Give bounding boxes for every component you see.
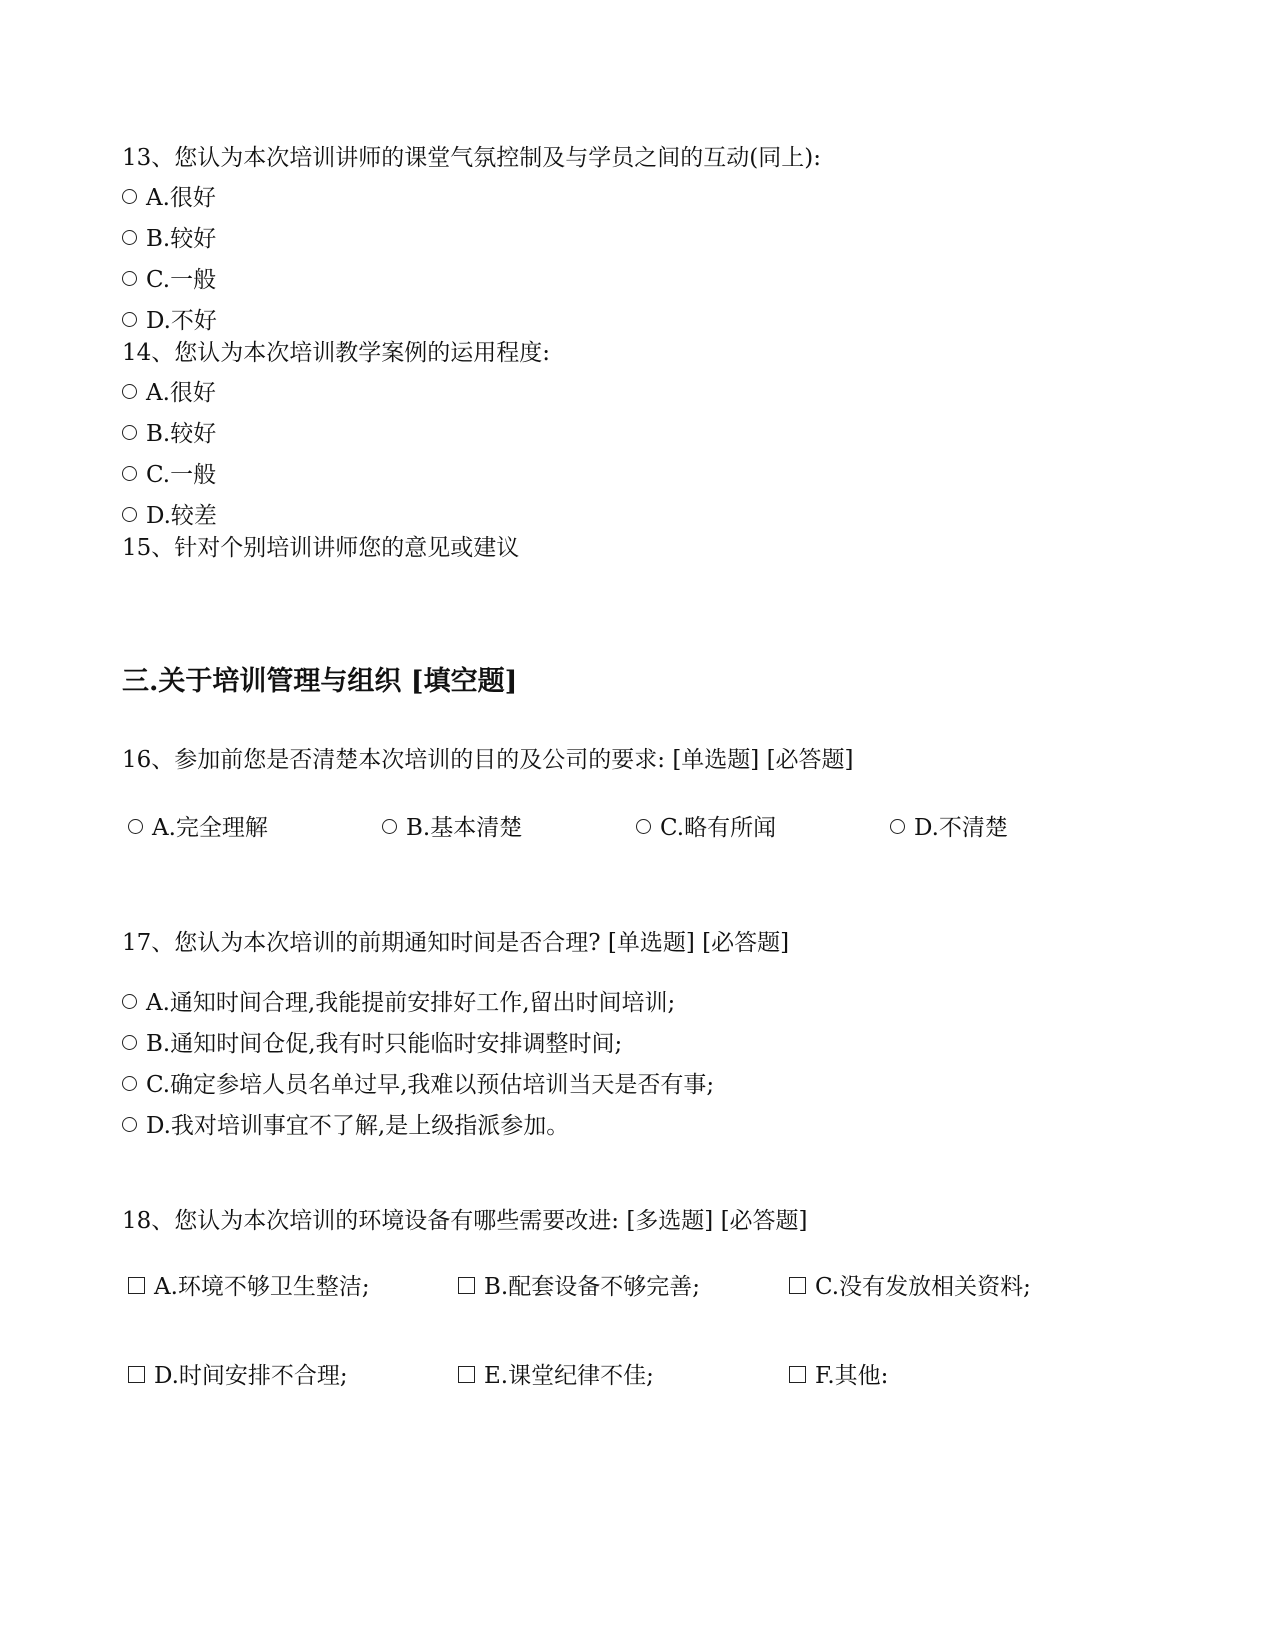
q18-option-f[interactable]: F.其他: <box>789 1361 888 1391</box>
q17-option-a[interactable]: A.通知时间合理,我能提前安排好工作,留出时间培训; <box>122 988 675 1018</box>
q14-option-c[interactable]: C.一般 <box>122 460 216 490</box>
q16-question: 16、参加前您是否清楚本次培训的目的及公司的要求: [单选题] [必答题] <box>122 747 854 773</box>
q13-question: 13、您认为本次培训讲师的课堂气氛控制及与学员之间的互动(同上): <box>122 145 821 171</box>
radio-icon[interactable] <box>128 819 143 834</box>
radio-icon[interactable] <box>122 1076 137 1091</box>
radio-icon[interactable] <box>890 819 905 834</box>
q13-option-a[interactable]: A.很好 <box>122 183 216 213</box>
q14-option-a[interactable]: A.很好 <box>122 378 216 408</box>
checkbox-icon[interactable] <box>458 1277 475 1294</box>
q17-option-b[interactable]: B.通知时间仓促,我有时只能临时安排调整时间; <box>122 1029 622 1059</box>
radio-icon[interactable] <box>122 425 137 440</box>
q18-option-e[interactable]: E.课堂纪律不佳; <box>458 1361 654 1391</box>
q18-option-a[interactable]: A.环境不够卫生整洁; <box>128 1272 370 1302</box>
checkbox-icon[interactable] <box>789 1366 806 1383</box>
q18-option-d[interactable]: D.时间安排不合理; <box>128 1361 348 1391</box>
radio-icon[interactable] <box>122 1035 137 1050</box>
q18-option-b[interactable]: B.配套设备不够完善; <box>458 1272 700 1302</box>
q16-option-d[interactable]: D.不清楚 <box>890 813 1008 843</box>
radio-icon[interactable] <box>122 466 137 481</box>
q17-option-c[interactable]: C.确定参培人员名单过早,我难以预估培训当天是否有事; <box>122 1070 714 1100</box>
checkbox-icon[interactable] <box>128 1277 145 1294</box>
q14-option-d[interactable]: D.较差 <box>122 501 217 531</box>
q15-question: 15、针对个别培训讲师您的意见或建议 <box>122 535 520 561</box>
q13-option-c[interactable]: C.一般 <box>122 265 216 295</box>
q14-question: 14、您认为本次培训教学案例的运用程度: <box>122 340 551 366</box>
radio-icon[interactable] <box>122 1117 137 1132</box>
q13-option-d[interactable]: D.不好 <box>122 306 217 336</box>
radio-icon[interactable] <box>122 994 137 1009</box>
checkbox-icon[interactable] <box>789 1277 806 1294</box>
radio-icon[interactable] <box>122 189 137 204</box>
checkbox-icon[interactable] <box>128 1366 145 1383</box>
q17-question: 17、您认为本次培训的前期通知时间是否合理? [单选题] [必答题] <box>122 930 790 956</box>
q16-option-b[interactable]: B.基本清楚 <box>382 813 522 843</box>
q18-question: 18、您认为本次培训的环境设备有哪些需要改进: [多选题] [必答题] <box>122 1208 808 1234</box>
q17-option-d[interactable]: D.我对培训事宜不了解,是上级指派参加。 <box>122 1111 569 1141</box>
checkbox-icon[interactable] <box>458 1366 475 1383</box>
radio-icon[interactable] <box>122 507 137 522</box>
q18-option-c[interactable]: C.没有发放相关资料; <box>789 1272 1031 1302</box>
radio-icon[interactable] <box>636 819 651 834</box>
radio-icon[interactable] <box>122 271 137 286</box>
q14-option-b[interactable]: B.较好 <box>122 419 216 449</box>
radio-icon[interactable] <box>382 819 397 834</box>
radio-icon[interactable] <box>122 230 137 245</box>
radio-icon[interactable] <box>122 312 137 327</box>
section-heading: 三.关于培训管理与组织 [填空题] <box>122 666 518 697</box>
q16-option-c[interactable]: C.略有所闻 <box>636 813 776 843</box>
radio-icon[interactable] <box>122 384 137 399</box>
q16-option-a[interactable]: A.完全理解 <box>128 813 268 843</box>
q13-option-b[interactable]: B.较好 <box>122 224 216 254</box>
